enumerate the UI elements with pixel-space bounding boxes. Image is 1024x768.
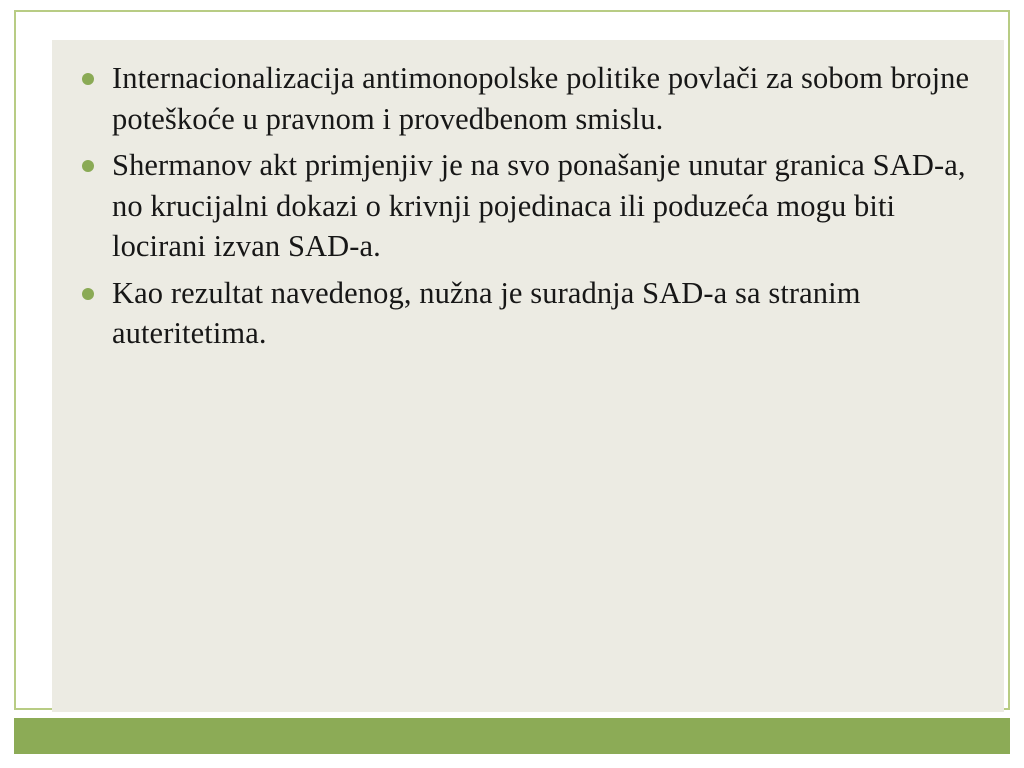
list-item-text: Internacionalizacija antimonopolske politike povlači za sobom brojne poteškoće u pravnom i provedbenom smislu.: [112, 61, 970, 136]
bullet-dot-icon: [82, 160, 94, 172]
bullet-list: [52, 40, 1004, 354]
content-panel: [52, 40, 1004, 712]
list-item-text: Kao rezultat navedenog, nužna je suradnja SAD-a sa stranim auteritetima.: [112, 275, 861, 351]
slide-frame: [14, 10, 1010, 710]
bullet-dot-icon: [82, 73, 94, 85]
list-item-text: Shermanov akt primjenjiv je na svo ponašanje unutar granica SAD-a, no krucijalni dokazi o krivnji pojedinaca ili poduzeća mogu biti locirani izvan SAD-a.: [112, 148, 966, 264]
list-item: [68, 273, 974, 354]
bottom-accent-bar: [14, 718, 1010, 754]
list-item: [68, 145, 974, 267]
list-item: [68, 58, 974, 139]
bullet-dot-icon: [82, 288, 94, 300]
